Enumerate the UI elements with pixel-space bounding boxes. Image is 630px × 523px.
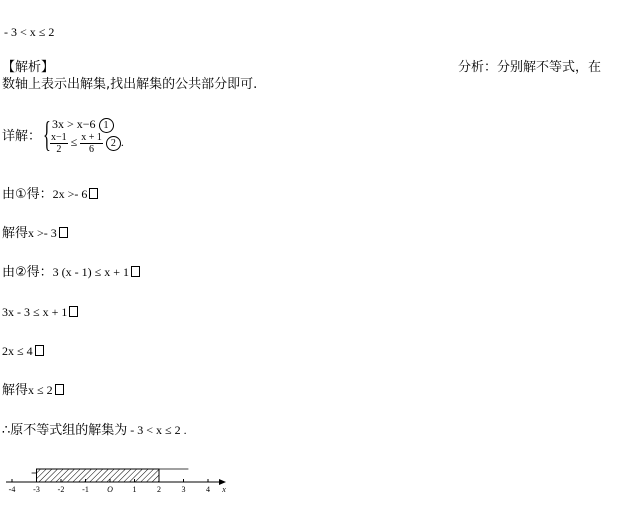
placeholder-box-icon (35, 345, 44, 356)
step-expression: 3x - 3 ≤ x + 1 (2, 305, 68, 319)
tick-label: 4 (206, 485, 210, 494)
tick-label: O (107, 485, 113, 494)
step-expression: 3 (x - 1) ≤ x + 1 (52, 265, 129, 279)
answer: - 3 < x ≤ 2 (4, 25, 55, 39)
step-row (2, 304, 78, 321)
equation-2-relation: ≤ (70, 135, 78, 149)
tick-label: 1 (132, 485, 137, 494)
conclusion-prefix: ∴原不等式组的解集为 (2, 423, 128, 438)
step-expression: x >- 3 (28, 226, 57, 240)
solution-region (37, 469, 160, 482)
placeholder-box-icon (131, 266, 140, 277)
analysis-text-line2: 数轴上表示出解集,找出解集的公共部分即可. (2, 77, 258, 92)
step-row (2, 264, 140, 281)
tick-label: 2 (157, 485, 161, 494)
analysis-text-right: 分别解不等式，在 (497, 60, 602, 75)
circled-marker-1: 1 (99, 118, 114, 133)
tick-label: -2 (57, 485, 65, 494)
analysis-label-row (458, 60, 601, 76)
tick-label: 3 (181, 485, 186, 494)
tick-label: -4 (8, 485, 16, 494)
equation-2-tail: . (120, 135, 124, 149)
rhs-denominator: 6 (89, 143, 95, 155)
circled-marker-2: 2 (106, 136, 121, 151)
placeholder-box-icon (59, 227, 68, 238)
lhs-numerator: x−1 (51, 131, 67, 143)
step-expression: 2x ≤ 4 (2, 344, 33, 358)
rhs-numerator: x + 1 (81, 131, 102, 143)
system-equation-2 (50, 131, 124, 155)
step-expression: 2x >- 6 (52, 187, 88, 201)
number-line-figure (4, 460, 226, 500)
placeholder-box-icon (55, 384, 64, 395)
step-prefix: 解得 (2, 383, 29, 398)
tick-label: -3 (33, 485, 40, 494)
analysis-label: 分析： (458, 60, 498, 75)
conclusion-expression: - 3 < x ≤ 2 . (127, 423, 187, 437)
detail-label: 详解： (2, 129, 42, 144)
placeholder-box-icon (69, 306, 78, 317)
tick-label: -1 (82, 485, 89, 494)
analysis-heading: 【解析】 (2, 60, 55, 75)
system-brace: { (43, 114, 51, 154)
step-expression: x ≤ 2 (28, 383, 53, 397)
equation-2-lhs-fraction (50, 132, 68, 155)
step-prefix: 由②得： (2, 265, 53, 280)
equation-2-rhs-fraction (80, 132, 103, 155)
step-row (2, 186, 98, 203)
lhs-denominator: 2 (56, 143, 62, 155)
conclusion (2, 422, 187, 439)
placeholder-box-icon (89, 188, 98, 199)
equation-1-text: 3x > x−6 (52, 117, 96, 131)
step-prefix: 解得 (2, 226, 29, 241)
step-prefix: 由①得： (2, 187, 53, 202)
tick-label: x (222, 485, 226, 494)
step-row (2, 225, 68, 242)
step-row (2, 382, 64, 399)
step-row (2, 343, 44, 360)
